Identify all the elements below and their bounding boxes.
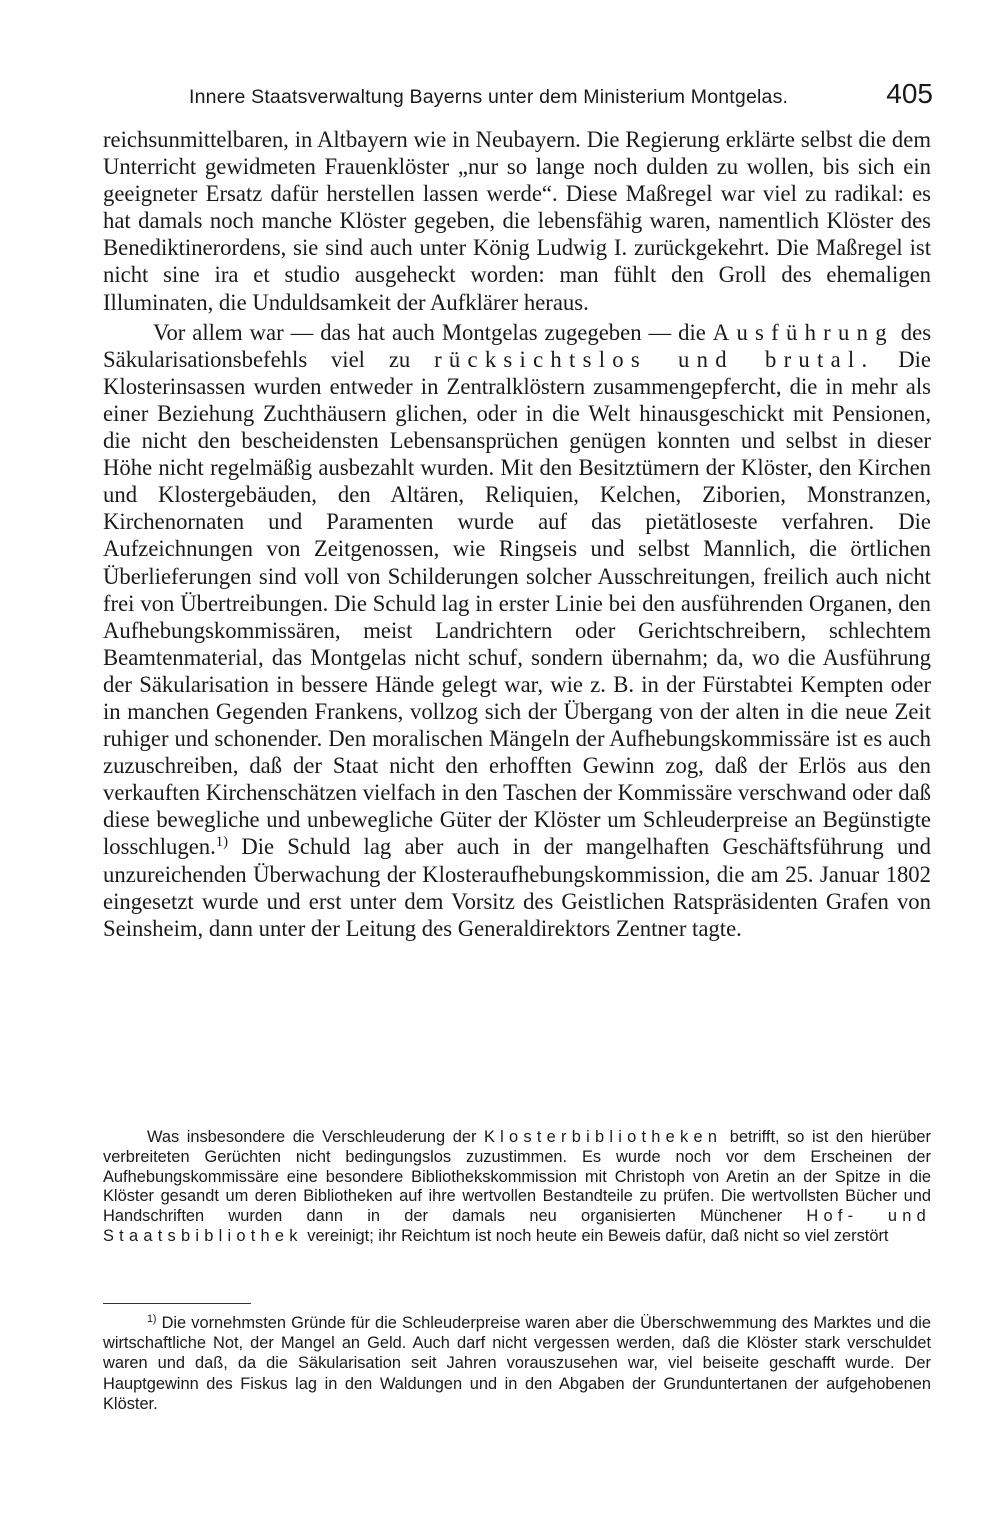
emphasis-text: Hof- und Staatsbibliothek [103,1207,931,1245]
emphasis-text: Ausführung [712,319,894,345]
text-run: Was insbesondere die Verschleuderung der [147,1128,477,1146]
text-run: betrifft, so ist den hierüber verbreiteten Gerüchten nicht bedingungslos zuzustimmen. Es wurde noch vor dem Erscheinen der Aufhebungskommissäre eine besondere Bibliothekskommission mit Christoph von Aretin an der Spitze in die Klöster gesandt um deren Bibliotheken auf ihre wertvollen Bestandteile zu prüfen. Die wertvollsten Bücher und Handschriften wurden dann in der damals neu organisierten Münchener [103,1128,931,1226]
emphasis-text: Klosterbibliotheken [483,1128,723,1146]
text-run: Die vornehmsten Gründe für die Schleuderpreise waren aber die Überschwemmung des Marktes und die wirtschaftliche Not, der Mangel an Geld. Auch darf nicht vergessen werden, daß die Klöster stark verschuldet waren und daß, da die Säkularisation seit Jahren vorauszusehen war, viel beiseite geschafft wurde. Der Hauptgewinn des Fiskus lag in den Waldungen und in den Abgaben der Grunduntertanen der aufgehobenen Klöster. [103,1314,931,1413]
footnote-text [103,1313,931,1414]
paragraph [103,1128,931,1247]
paragraph: reichsunmittelbaren, in Altbayern wie in Neubayern. Die Regierung erklärte selbst die dem Unterricht gewidmeten Frauenklöster „nur so lange noch dulden zu wollen, bis sich ein geeigneter Ersatz dafür herstellen lassen werde“. Diese Maßregel war viel zu radikal: es hat damals noch manche Klöster gegeben, die lebensfähig waren, namentlich Klöster des Benediktinerordens, sie sind auch unter König Ludwig I. zurückgekehrt. Die Maßregel ist nicht sine ira et studio ausgeheckt worden: man fühlt den Groll des ehemaligen Illuminaten, die Unduldsamkeit der Aufklärer heraus. [103,127,931,315]
text-run: des Säkularisationsbefehls viel zu [103,319,932,372]
text-run: Die Schuld lag aber auch in der mangelhaften Geschäftsführung und unzureichenden Überwachung der Klosteraufhebungskommission, die am 25. Januar 1802 eingesetzt wurde und erst unter dem Vorsitz des Geistlichen Ratspräsidenten Grafen von Seinsheim, dann unter der Leitung des Generaldirektors Zentner tagte. [103,834,931,941]
paragraph [103,319,931,942]
footnote-divider [103,1303,251,1304]
text-run: Vor allem war — das hat auch Montgelas zugegeben — die [153,319,706,345]
text-run: vereinigt; ihr Reichtum ist noch heute ein Beweis dafür, daß nicht so viel zerstört [307,1226,889,1245]
running-header [103,78,933,118]
running-head-title: Innere Staatsverwaltung Bayerns unter dem Ministerium Montgelas. [189,86,789,108]
footnote-reference: 1) [215,834,229,851]
page-number: 405 [886,78,933,109]
text-run: Die Klosterinsassen wurden entweder in Zentralklöstern zusammengepfercht, die in mehr als einer Beziehung Zuchthäusern glichen, oder in die Welt hinausgeschickt mit Pensionen, die nicht den bescheidensten Lebensansprüchen genügen konnten und selbst in dieser Höhe nicht regelmäßig ausbezahlt wurden. Mit den Besitztümern der Klöster, den Kirchen und Klostergebäuden, den Altären, Reliquien, Kelchen, Ziborien, Monstranzen, Kirchenornaten und Paramenten wurde auf das pietätloseste verfahren. Die Aufzeichnungen von Zeitgenossen, wie Ringseis und selbst Mannlich, die örtlichen Überlieferungen sind voll von Schilderungen solcher Ausschreitungen, freilich auch nicht frei von Übertreibungen. Die Schuld lag in erster Linie bei den ausführenden Organen, den Aufhebungskommissären, meist Landrichtern oder Gerichtschreibern, schlechtem Beamtenmaterial, das Montgelas nicht schuf, sondern übernahm; da, wo die Ausführung der Säkularisation in bessere Hände gelegt war, wie z. B. in der Fürstabtei Kempten oder in manchen Gegenden Frankens, vollzog sich der Übergang von der alten in die neue Zeit ruhiger und schonender. Den moralischen Mängeln der Aufhebungskommissäre ist es auch zuzuschreiben, daß der Staat nicht den erhofften Gewinn zog, daß der Erlös aus den verkauften Kirchenschätzen vielfach in den Taschen der Kommissäre verschwand oder daß diese bewegliche und unbewegliche Güter der Klöster um Schleuderpreise an Begünstigte losschlugen. [103,346,931,860]
footnote-mark: 1) [147,1313,157,1326]
small-print-paragraph [103,1128,931,1247]
main-text [103,126,931,942]
emphasis-text: rücksichtslos und brutal. [434,346,875,372]
footnote [103,1313,931,1414]
